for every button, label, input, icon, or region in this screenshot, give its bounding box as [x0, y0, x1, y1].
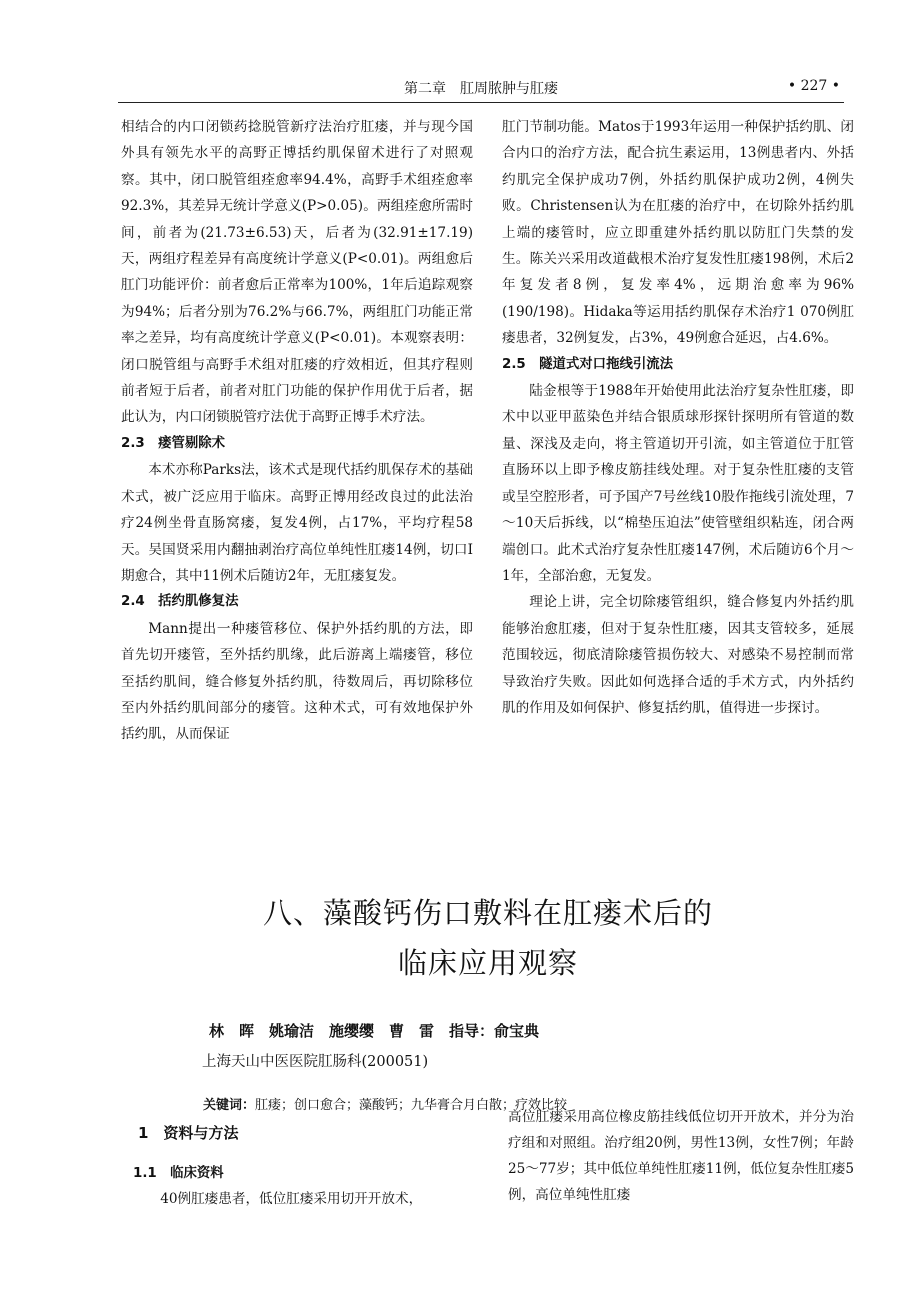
clinical-data-text-left: 40例肛瘘患者，低位肛瘘采用切开开放术， — [160, 1191, 423, 1207]
section-2-4-heading: 2.4 括约肌修复法 — [121, 594, 239, 610]
section-1-heading: 1 资料与方法 — [138, 1124, 239, 1142]
authors: 林 晖 姚瑜洁 施缨缨 曹 雷 指导：俞宝典 — [209, 1022, 540, 1040]
affiliation: 上海天山中医医院肛肠科(200051) — [202, 1054, 429, 1070]
right-paragraph-1: 肛门节制功能。Matos于1993年运用一种保护括约肌、闭合内口的治疗方法，配合抗生素运用，13例患者内、外括约肌完全保护成功7例，外括约肌保护成功2例，4例失败。Christensen认为在肛瘘的治疗中，在切除外括约肌上端的瘘管时，应立即重建外括约肌以防肛门失禁的发生。陈关兴采用改道截根术治疗复发性肛瘘198例，术后2年复发者8例，复发率4%，远期治愈率为96%(190/198)。Hidaka等运用括约肌保存术治疗1 070例肛瘘患者，32例复发，占3%，49例愈合延迟，占4.6%。 — [502, 119, 854, 347]
left-column — [121, 114, 473, 748]
section-2-5-heading: 2.5 隧道式对口拖线引流法 — [502, 356, 674, 372]
clinical-data-text-right: 高位肛瘘采用高位橡皮筋挂线低位切开开放术，并分为治疗组和对照组。治疗组20例，男性13例，女性7例；年龄25～77岁；其中低位单纯性肛瘘11例，低位复杂性肛瘘5例，高位单纯性肛瘘 — [508, 1109, 855, 1203]
right-column — [502, 114, 854, 721]
section-1-1-heading: 1.1 临床资料 — [133, 1166, 224, 1181]
chapter-title: 第二章 肛周脓肿与肛瘘 — [404, 81, 558, 97]
right-paragraph-2: 陆金根等于1988年开始使用此法治疗复杂性肛瘘，即术中以亚甲蓝染色并结合银质球形探针探明所有管道的数量、深浅及走向，将主管道切开引流，如主管道位于肛管直肠环以上即予橡皮筋挂线处理。对于复杂性肛瘘的支管或呈空腔形者，可予国产7号丝线10股作拖线引流处理，7～10天后拆线，以“棉垫压迫法”使管壁组织粘连，闭合两端创口。此术式治疗复杂性肛瘘147例，术后随访6个月～1年，全部治愈，无复发。 — [502, 383, 854, 584]
article-title — [120, 888, 856, 988]
right-paragraph-3: 理论上讲，完全切除瘘管组织，缝合修复内外括约肌能够治愈肛瘘，但对于复杂性肛瘘，因其支管较多，延展范围较远，彻底清除瘘管损伤较大、对感染不易控制而常导致治疗失败。因此如何选择合适的手术方式，内外括约肌的作用及如何保护、修复括约肌，值得进一步探讨。 — [502, 594, 854, 716]
keywords-list: 肛瘘；创口愈合；藻酸钙；九华膏合月白散；疗效比较 — [255, 1098, 568, 1113]
running-header — [118, 76, 844, 103]
keywords-label: 关键词： — [203, 1098, 256, 1113]
article-title-line-2: 临床应用观察 — [397, 946, 578, 980]
article-title-line-1: 八、藻酸钙伤口敷料在肛瘘术后的 — [262, 896, 713, 930]
left-paragraph-1: 相结合的内口闭锁药捻脱管新疗法治疗肛瘘，并与现今国外具有领先水平的高野正博括约肌保留术进行了对照观察。其中，闭口脱管组痊愈率94.4%，高野手术组痊愈率92.3%，其差异无统计学意义(P>0.05)。两组痊愈所需时间，前者为(21.73±6.53)天，后者为(32.91±17.19)天，两组疗程差异有高度统计学意义(P<0.01)。两组愈后肛门功能评价：前者愈后正常率为100%，1年后追踪观察为94%；后者分别为76.2%与66.7%，两组肛门功能正常率之差异，均有高度统计学意义(P<0.01)。本观察表明：闭口脱管组与高野手术组对肛瘘的疗效相近，但其疗程则前者短于后者，前者对肛门功能的保护作用优于后者，据此认为，内口闭锁脱管疗法优于高野正博手术疗法。 — [121, 119, 473, 426]
left-paragraph-2: 本术亦称Parks法，该术式是现代括约肌保存术的基础术式，被广泛应用于临床。高野正博用经改良过的此法治疗24例坐骨直肠窝瘘，复发4例，占17%，平均疗程58天。吴国贤采用内翻抽剥治疗高位单纯性肛瘘14例，切口Ⅰ期愈合，其中11例术后随访2年，无肛瘘复发。 — [121, 462, 473, 584]
section-2-3-heading: 2.3 瘘管剔除术 — [121, 435, 226, 451]
left-paragraph-3: Mann提出一种瘘管移位、保护外括约肌的方法，即首先切开瘘管，至外括约肌缘，此后游离上端瘘管，移位至括约肌间，缝合修复外括约肌，待数周后，再切除移位至内外括约肌间部分的瘘管。这种术式，可有效地保护外括约肌，从而保证 — [121, 620, 473, 743]
page-number: • 227 • — [787, 78, 840, 94]
